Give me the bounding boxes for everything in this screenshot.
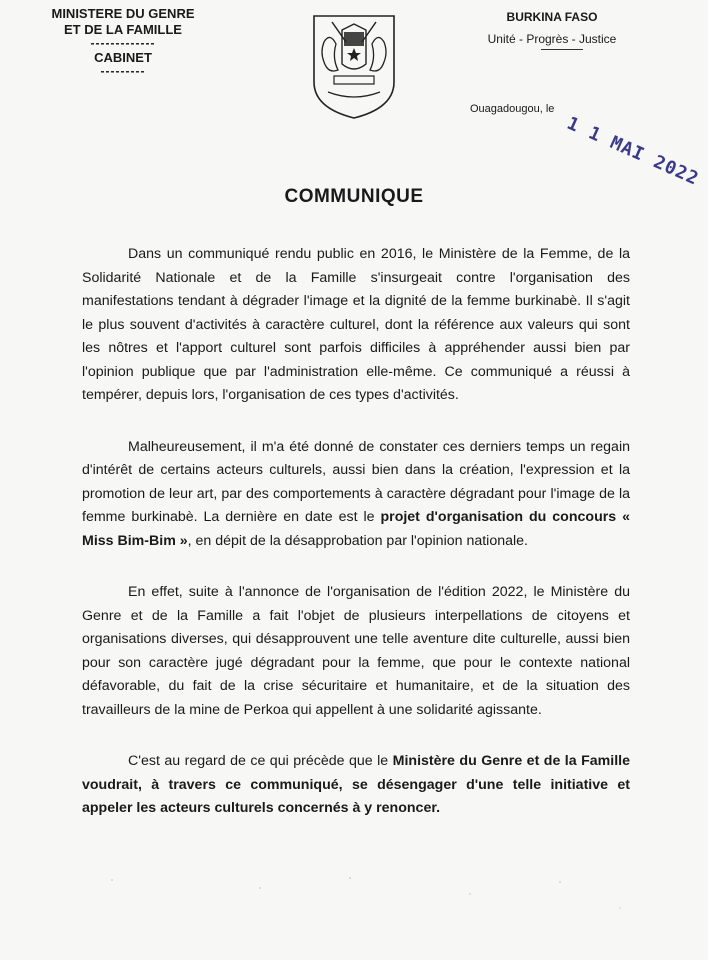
document-body (82, 243, 630, 849)
date-stamp: 1 1 MAI 2022 (563, 112, 703, 190)
motto-underline (541, 49, 583, 50)
cabinet-label: CABINET (94, 50, 152, 65)
paragraph (82, 750, 630, 821)
document-title: COMMUNIQUE (284, 186, 424, 207)
separator-dashes: --------- (100, 64, 146, 78)
national-motto: Unité - Progrès - Justice (487, 32, 617, 46)
country-name: BURKINA FASO (506, 10, 598, 24)
paragraph-bold-text: Ministère du Genre et de la Famille voudrait, à travers ce communiqué, se désengager d'une telle initiative et appeler les acteurs culturels concernés à y renoncer. (82, 753, 630, 816)
paragraph-bold-text: projet d'organisation du concours « Miss Bim-Bim » (82, 509, 630, 549)
country-header (462, 8, 642, 50)
paragraph-text: C'est au regard de ce qui précède que le (128, 753, 389, 769)
ministry-name-line2: ET DE LA FAMILLE (64, 22, 182, 37)
coat-of-arms-icon (306, 12, 402, 120)
paragraph (82, 436, 630, 554)
place-label: Ouagadougou, le (470, 103, 555, 115)
scan-noise (0, 860, 708, 960)
paragraph: Dans un communiqué rendu public en 2016, le Ministère de la Femme, de la Solidarité Nationale et de la Famille s'insurgeait contre l'organisation des manifestations tendant à dégrader l'image et la dignité de la femme burkinabè. Il s'agit le plus souvent d'activités à caractère culturel, dont la référence aux valeurs qui sont les nôtres et l'apport culturel sont parfois difficiles à appréhender aussi bien par l'opinion publique que par l'administration elle-même. Ce communiqué a réussi à tempérer, depuis lors, l'organisation de ces types d'activités. (82, 246, 630, 403)
paragraph-text: , en dépit de la désapprobation par l'opinion nationale. (187, 532, 528, 549)
ministry-name-line1: MINISTERE DU GENRE (51, 6, 195, 21)
separator-dashes: ------------- (90, 36, 156, 50)
paragraph-text: Malheureusement, il m'a été donné de constater ces derniers temps un regain d'intérêt de certains acteurs culturels, aussi bien dans la création, l'expression et la promotion de leur art, par des comportements à caractère dégradant pour l'image de la femme burkinabè. La dernière en date est le (82, 438, 630, 525)
ministry-header (38, 6, 208, 76)
paragraph: En effet, suite à l'annonce de l'organisation de l'édition 2022, le Ministère du Genre et de la Famille a fait l'objet de plusieurs interpellations de citoyens et organisations diverses, qui désapprouvent une telle aventure dite culturelle, aussi bien pour son caractère jugé dégradant pour la femme, que pour le contexte national défavorable, du fait de la crise sécuritaire et humanitaire, et de la situation des travailleurs de la mine de Perkoa qui appellent à une solidarité agissante. (82, 584, 630, 718)
